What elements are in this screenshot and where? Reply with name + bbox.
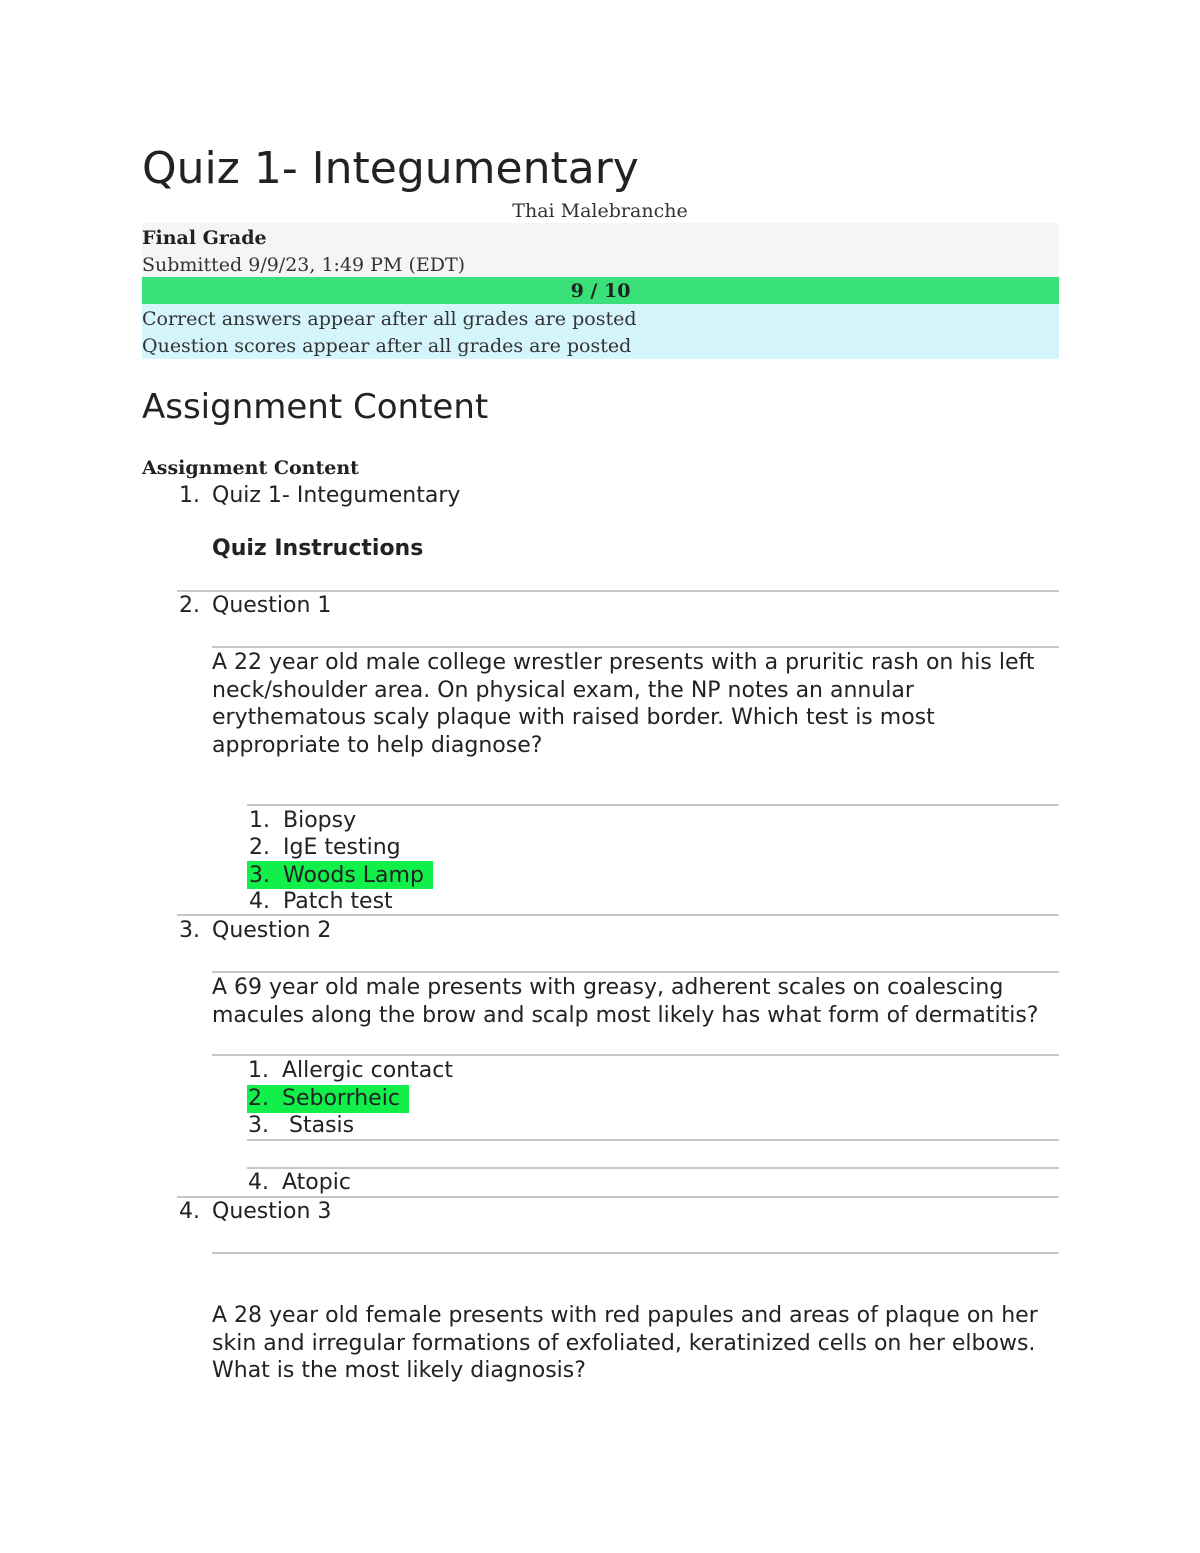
list-number: 2.: [179, 593, 200, 618]
question-1-text: A 22 year old male college wrestler presents with a pruritic rash on his left neck/shoulder area. On physical exam, the NP notes an annular erythematous scaly plaque with raised border. Which test is most appropriate to help diagnose?: [212, 650, 1035, 758]
option-atopic[interactable]: Atopic: [282, 1170, 351, 1195]
question-3-title: Question 3: [212, 1199, 332, 1224]
question-3-text: A 28 year old female presents with red papules and areas of plaque on her skin and irregular formations of exfoliated, keratinized cells on her elbows. What is the most likely diagnosis?: [212, 1303, 1038, 1383]
divider: [212, 646, 1059, 648]
submitted-timestamp: Submitted 9/9/23, 1:49 PM (EDT): [142, 254, 466, 276]
divider: [247, 1167, 1059, 1169]
quiz-instructions-heading: Quiz Instructions: [212, 536, 424, 561]
option-number: 3.: [249, 863, 270, 888]
score-bar: 9 / 10: [142, 277, 1059, 304]
divider: [177, 914, 1059, 916]
section-heading: Assignment Content: [142, 387, 489, 427]
option-number: 3.: [248, 1113, 269, 1138]
option-biopsy[interactable]: Biopsy: [283, 808, 357, 833]
option-woods-lamp[interactable]: Woods Lamp: [283, 863, 424, 888]
list-number: 1.: [179, 483, 200, 508]
divider: [212, 1252, 1059, 1254]
option-number: 1.: [248, 1058, 269, 1083]
option-stasis[interactable]: Stasis: [282, 1113, 355, 1138]
divider: [212, 1054, 1059, 1056]
option-number: 4.: [249, 889, 270, 914]
final-grade-label: Final Grade: [142, 227, 267, 249]
section-label: Assignment Content: [142, 457, 359, 479]
divider: [212, 971, 1059, 973]
option-number: 1.: [249, 808, 270, 833]
option-patch-test[interactable]: Patch test: [283, 889, 393, 914]
option-number: 4.: [248, 1170, 269, 1195]
question-2-text: A 69 year old male presents with greasy, adherent scales on coalescing macules along the brow and scalp most likely has what form of dermatitis?: [212, 975, 1039, 1028]
option-ige-testing[interactable]: IgE testing: [283, 835, 401, 860]
option-number: 2.: [248, 1086, 269, 1111]
list-number: 4.: [179, 1199, 200, 1224]
correct-answers-notice: Correct answers appear after all grades are posted: [142, 308, 637, 330]
page-title: Quiz 1- Integumentary: [142, 143, 639, 194]
option-number: 2.: [249, 835, 270, 860]
divider: [247, 1139, 1059, 1141]
divider: [247, 804, 1059, 806]
list-number: 3.: [179, 918, 200, 943]
question-2-title: Question 2: [212, 918, 332, 943]
question-1-title: Question 1: [212, 593, 332, 618]
option-seborrheic[interactable]: Seborrheic: [282, 1086, 400, 1111]
question-scores-notice: Question scores appear after all grades are posted: [142, 335, 632, 357]
option-allergic-contact[interactable]: Allergic contact: [282, 1058, 453, 1083]
author-name: Thai Malebranche: [512, 200, 688, 222]
quiz-title-link[interactable]: Quiz 1- Integumentary: [212, 483, 461, 508]
